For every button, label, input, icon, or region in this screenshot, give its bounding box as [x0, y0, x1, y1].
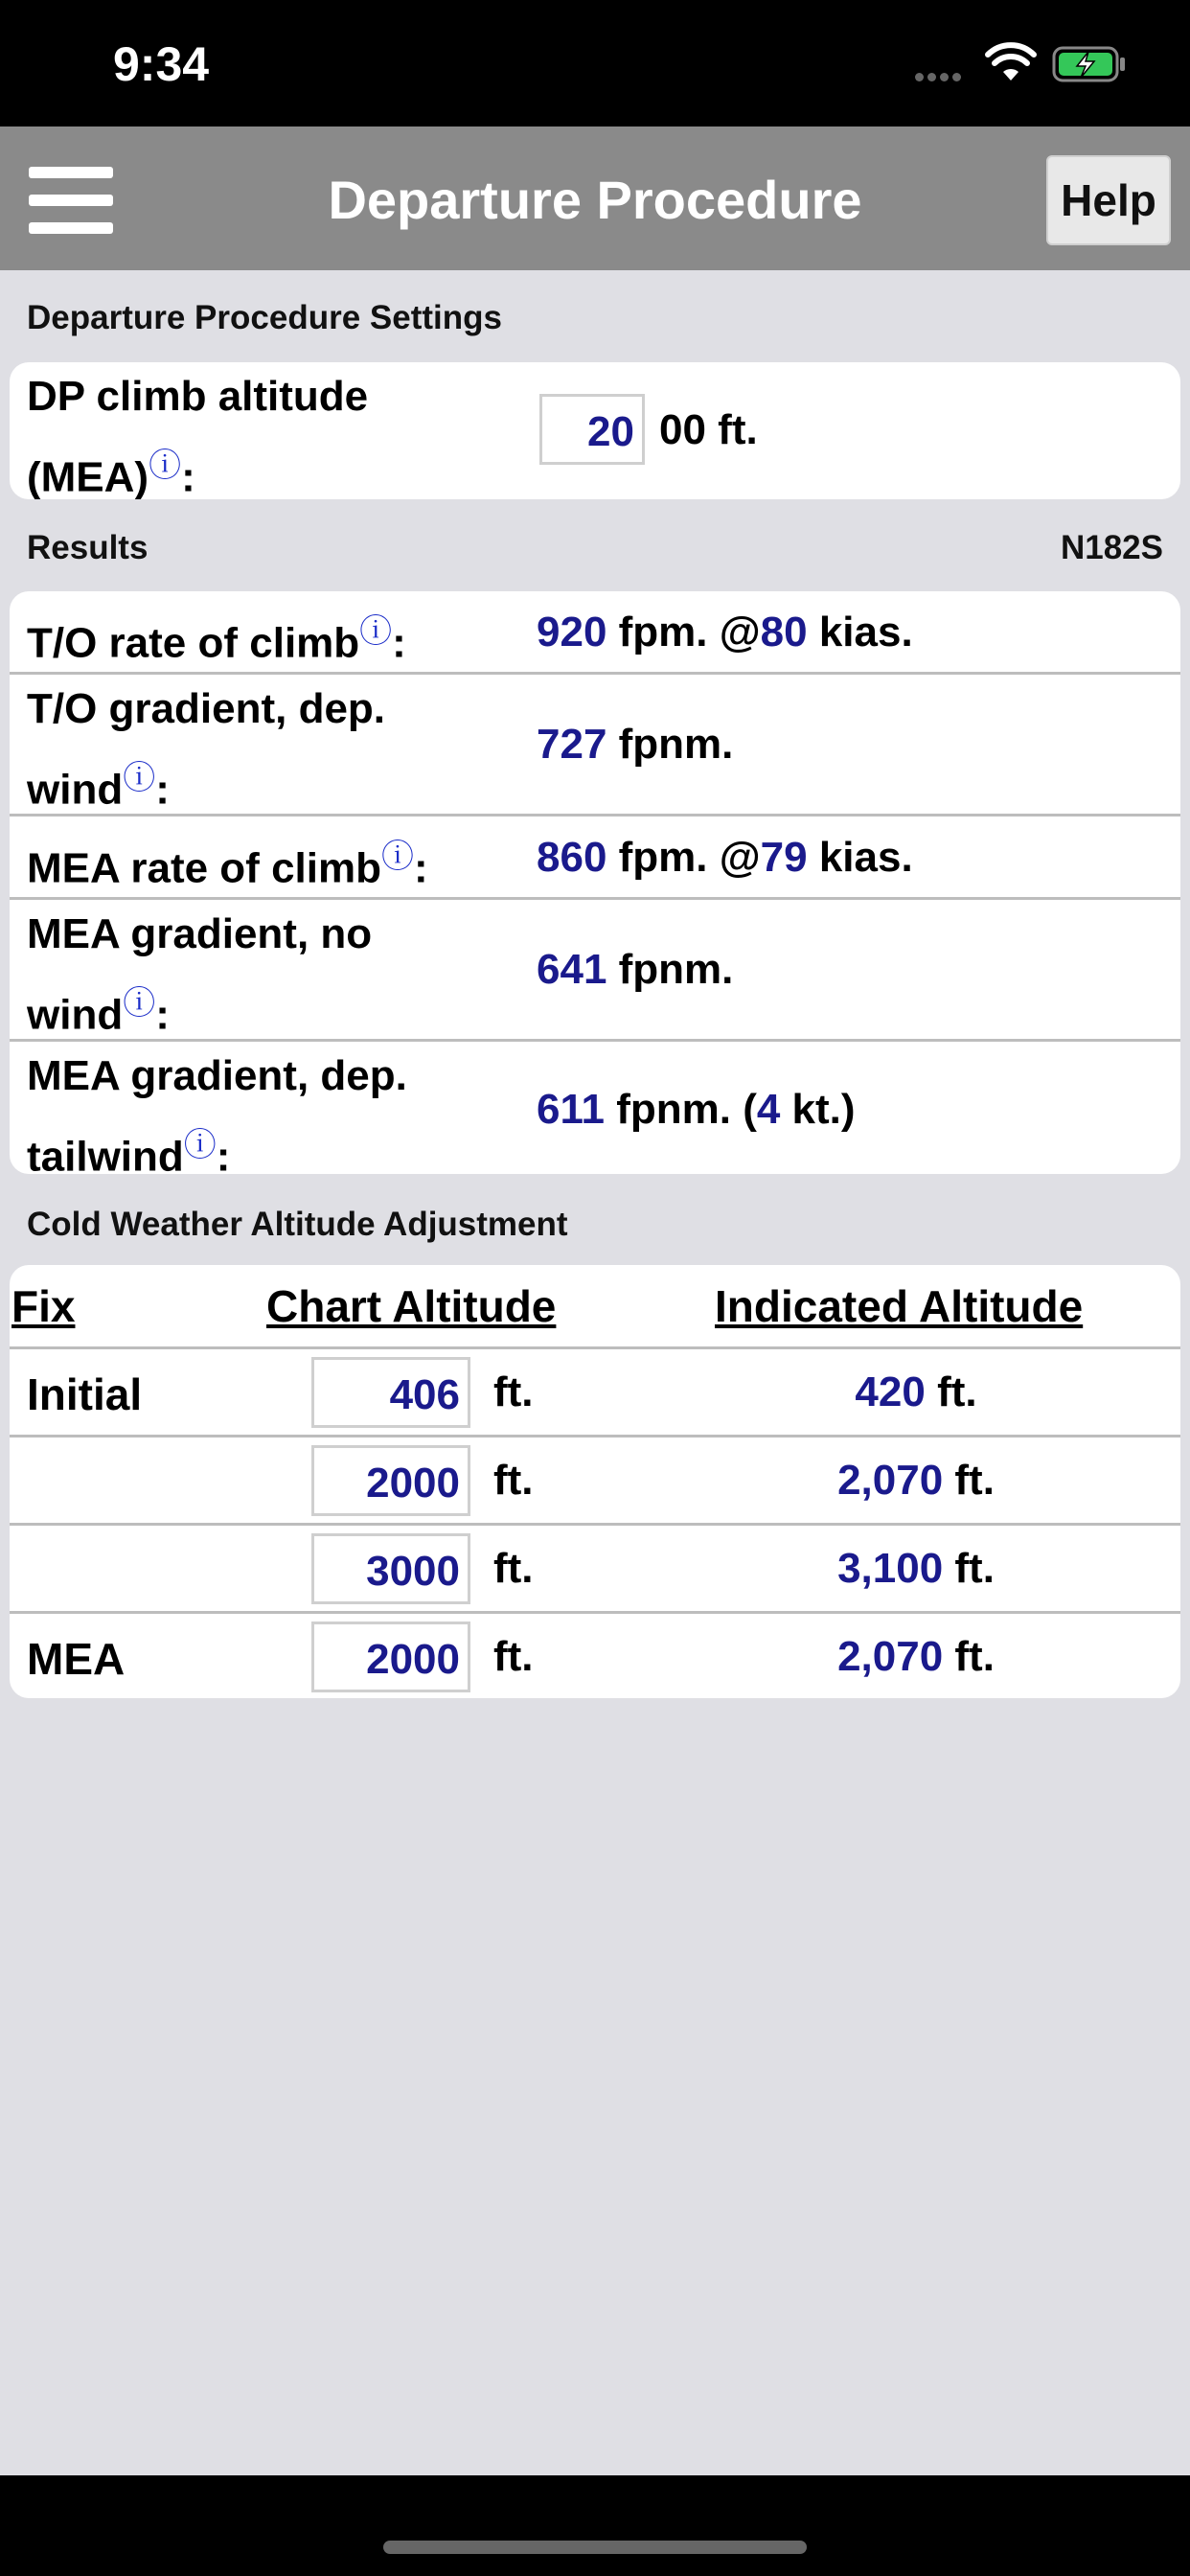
result-label: MEA rate of climbⓘ: — [27, 839, 428, 892]
result-label: T/O gradient, dep. windⓘ: — [27, 685, 386, 814]
info-icon[interactable]: ⓘ — [123, 985, 156, 1022]
chart-altitude-input[interactable]: 406 — [311, 1357, 470, 1428]
chart-altitude-input[interactable]: 3000 — [311, 1533, 470, 1604]
bottom-bar — [0, 2475, 1190, 2576]
chart-altitude-input[interactable]: 2000 — [311, 1622, 470, 1692]
indicated-altitude: 2,070 ft. — [837, 1457, 995, 1504]
column-header-fix: Fix — [11, 1281, 76, 1331]
fix-label: MEA — [27, 1634, 126, 1684]
result-row-to-gradient — [10, 675, 1180, 816]
results-card — [10, 591, 1180, 1174]
result-row-to-rate-of-climb — [10, 591, 1180, 675]
result-value: 920 fpm. @80 kias. — [537, 609, 913, 656]
column-header-indicated-altitude: Indicated Altitude — [715, 1281, 1084, 1331]
indicated-altitude: 420 ft. — [855, 1368, 977, 1415]
table-row — [10, 1349, 1180, 1438]
unit-label: ft. — [493, 1368, 534, 1415]
status-time: 9:34 — [113, 37, 210, 91]
info-icon[interactable]: ⓘ — [183, 1127, 217, 1163]
info-icon[interactable]: ⓘ — [123, 760, 156, 796]
page-title: Departure Procedure — [328, 170, 862, 230]
results-section-header: Results — [27, 529, 149, 566]
help-button[interactable]: Help — [1046, 155, 1171, 245]
battery-charging-icon — [1052, 46, 1129, 82]
dp-climb-altitude-label: DP climb altitude (MEA)ⓘ: — [27, 373, 369, 499]
table-row — [10, 1526, 1180, 1614]
indicated-altitude: 2,070 ft. — [837, 1633, 995, 1680]
signal-icon — [915, 69, 965, 86]
indicated-altitude: 3,100 ft. — [837, 1545, 995, 1592]
unit-label: ft. — [493, 1545, 534, 1592]
aircraft-tail-number: N182S — [1060, 529, 1163, 566]
nav-bar — [0, 126, 1190, 270]
table-row — [10, 1614, 1180, 1698]
result-row-mea-gradient-no-wind — [10, 900, 1180, 1042]
column-header-chart-altitude: Chart Altitude — [266, 1281, 557, 1331]
result-label: MEA gradient, dep. tailwindⓘ: — [27, 1052, 407, 1174]
info-icon[interactable]: ⓘ — [359, 613, 393, 650]
result-value: 641 fpnm. — [537, 946, 734, 993]
result-label: T/O rate of climbⓘ: — [27, 613, 406, 667]
table-header-row — [10, 1265, 1180, 1349]
unit-label: ft. — [493, 1457, 534, 1504]
home-indicator[interactable] — [383, 2541, 807, 2554]
dp-climb-altitude-input[interactable]: 20 — [539, 394, 645, 465]
fix-label: Initial — [27, 1369, 143, 1419]
result-value: 611 fpnm. (4 kt.) — [537, 1086, 856, 1133]
result-value: 727 fpnm. — [537, 721, 734, 768]
result-row-mea-rate-of-climb — [10, 816, 1180, 900]
status-bar — [0, 0, 1190, 126]
chart-altitude-input[interactable]: 2000 — [311, 1445, 470, 1516]
cold-weather-section-header: Cold Weather Altitude Adjustment — [27, 1206, 568, 1243]
unit-label: ft. — [493, 1633, 534, 1680]
dp-climb-altitude-suffix: 00 ft. — [659, 406, 758, 453]
info-icon[interactable]: ⓘ — [149, 448, 182, 484]
table-row — [10, 1438, 1180, 1526]
info-icon[interactable]: ⓘ — [380, 839, 414, 875]
wifi-icon — [985, 42, 1037, 82]
settings-section-header: Departure Procedure Settings — [27, 299, 502, 336]
settings-card — [10, 362, 1180, 499]
result-row-mea-gradient-tailwind — [10, 1042, 1180, 1174]
cold-weather-card — [10, 1265, 1180, 1698]
result-value: 860 fpm. @79 kias. — [537, 834, 913, 881]
result-label: MEA gradient, no windⓘ: — [27, 910, 373, 1039]
